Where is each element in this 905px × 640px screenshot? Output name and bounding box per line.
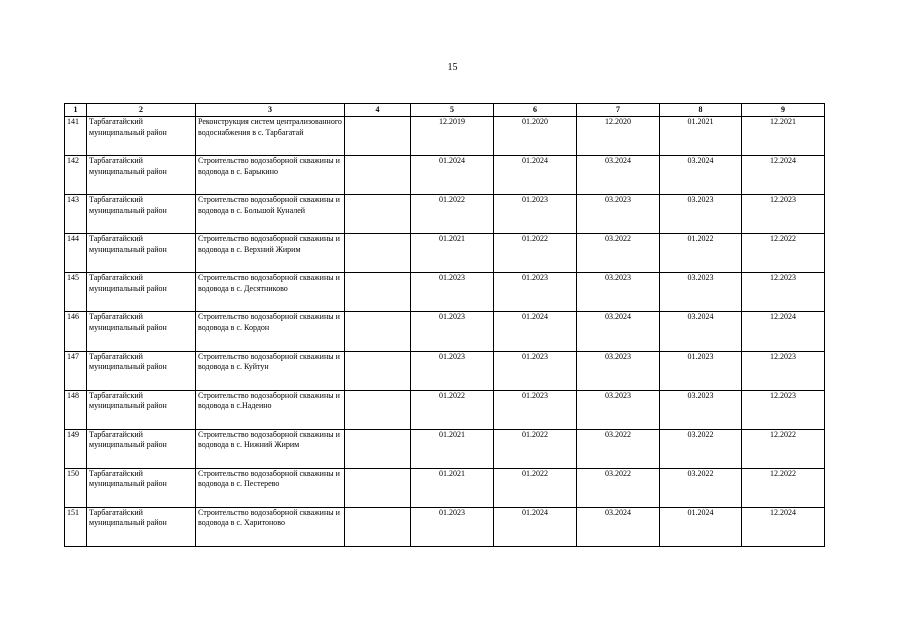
object-cell: Строительство водозаборной скважины и водовода в с. Кордон: [196, 312, 345, 351]
date-cell: 03.2024: [577, 312, 660, 351]
row-number: 150: [65, 468, 87, 507]
column-4-cell: [345, 507, 411, 546]
table-row: [65, 312, 825, 351]
date-cell: 01.2022: [411, 390, 494, 429]
object-cell: Строительство водозаборной скважины и водовода в с. Куйтун: [196, 351, 345, 390]
date-cell: 12.2022: [742, 429, 825, 468]
date-cell: 12.2023: [742, 195, 825, 234]
column-4-cell: [345, 468, 411, 507]
date-cell: 01.2021: [411, 234, 494, 273]
object-cell: Строительство водозаборной скважины и водовода в с. Барыкино: [196, 156, 345, 195]
table-row: [65, 468, 825, 507]
date-cell: 01.2022: [494, 429, 577, 468]
table-row: [65, 429, 825, 468]
date-cell: 01.2023: [494, 390, 577, 429]
date-cell: 03.2023: [577, 390, 660, 429]
column-header: 4: [345, 104, 411, 117]
object-cell: Строительство водозаборной скважины и водовода в с. Нижний Жирим: [196, 429, 345, 468]
row-number: 141: [65, 117, 87, 156]
row-number: 142: [65, 156, 87, 195]
date-cell: 03.2023: [660, 195, 742, 234]
table-row: [65, 195, 825, 234]
date-cell: 12.2020: [577, 117, 660, 156]
district-cell: Тарбагатайский муниципальный район: [87, 312, 196, 351]
date-cell: 01.2024: [494, 156, 577, 195]
table-row: [65, 351, 825, 390]
column-4-cell: [345, 390, 411, 429]
district-cell: Тарбагатайский муниципальный район: [87, 117, 196, 156]
date-cell: 03.2023: [577, 351, 660, 390]
column-4-cell: [345, 195, 411, 234]
table-row: [65, 117, 825, 156]
district-cell: Тарбагатайский муниципальный район: [87, 195, 196, 234]
date-cell: 01.2022: [494, 234, 577, 273]
date-cell: 01.2022: [494, 468, 577, 507]
schedule-table: [64, 103, 825, 547]
page-number: 15: [447, 62, 458, 73]
date-cell: 03.2022: [577, 468, 660, 507]
object-cell: Строительство водозаборной скважины и водовода в с. Харитоново: [196, 507, 345, 546]
date-cell: 01.2020: [494, 117, 577, 156]
object-cell: Строительство водозаборной скважины и водовода в с. Десятниково: [196, 273, 345, 312]
date-cell: 12.2023: [742, 273, 825, 312]
date-cell: 03.2023: [577, 195, 660, 234]
date-cell: 01.2023: [494, 195, 577, 234]
object-cell: Строительство водозаборной скважины и водовода в с. Большой Куналей: [196, 195, 345, 234]
date-cell: 12.2022: [742, 468, 825, 507]
date-cell: 01.2024: [494, 312, 577, 351]
date-cell: 01.2023: [494, 273, 577, 312]
district-cell: Тарбагатайский муниципальный район: [87, 234, 196, 273]
date-cell: 03.2023: [577, 273, 660, 312]
date-cell: 03.2023: [660, 390, 742, 429]
date-cell: 03.2022: [660, 429, 742, 468]
date-cell: 12.2024: [742, 507, 825, 546]
column-header: 5: [411, 104, 494, 117]
district-cell: Тарбагатайский муниципальный район: [87, 507, 196, 546]
row-number: 145: [65, 273, 87, 312]
table-row: [65, 234, 825, 273]
table-row: [65, 156, 825, 195]
date-cell: 03.2024: [577, 507, 660, 546]
column-4-cell: [345, 312, 411, 351]
column-header: 1: [65, 104, 87, 117]
date-cell: 03.2022: [660, 468, 742, 507]
row-number: 151: [65, 507, 87, 546]
column-4-cell: [345, 351, 411, 390]
date-cell: 01.2023: [411, 351, 494, 390]
column-header: 7: [577, 104, 660, 117]
date-cell: 01.2024: [494, 507, 577, 546]
date-cell: 01.2024: [660, 507, 742, 546]
column-header: 9: [742, 104, 825, 117]
date-cell: 01.2023: [411, 312, 494, 351]
district-cell: Тарбагатайский муниципальный район: [87, 351, 196, 390]
date-cell: 01.2023: [411, 507, 494, 546]
table-row: [65, 273, 825, 312]
district-cell: Тарбагатайский муниципальный район: [87, 429, 196, 468]
date-cell: 03.2023: [660, 273, 742, 312]
date-cell: 01.2023: [411, 273, 494, 312]
date-cell: 12.2024: [742, 312, 825, 351]
object-cell: Строительство водозаборной скважины и водовода в с. Пестерево: [196, 468, 345, 507]
date-cell: 12.2021: [742, 117, 825, 156]
date-cell: 03.2022: [577, 429, 660, 468]
date-cell: 01.2022: [660, 234, 742, 273]
row-number: 148: [65, 390, 87, 429]
date-cell: 12.2019: [411, 117, 494, 156]
object-cell: Строительство водозаборной скважины и водовода в с.Надеино: [196, 390, 345, 429]
column-header: 3: [196, 104, 345, 117]
district-cell: Тарбагатайский муниципальный район: [87, 468, 196, 507]
column-4-cell: [345, 156, 411, 195]
object-cell: Реконструкция систем централизованного водоснабжения в с. Тарбагатай: [196, 117, 345, 156]
date-cell: 01.2021: [411, 468, 494, 507]
date-cell: 03.2022: [577, 234, 660, 273]
district-cell: Тарбагатайский муниципальный район: [87, 273, 196, 312]
row-number: 146: [65, 312, 87, 351]
row-number: 144: [65, 234, 87, 273]
date-cell: 03.2024: [660, 312, 742, 351]
date-cell: 12.2023: [742, 351, 825, 390]
district-cell: Тарбагатайский муниципальный район: [87, 390, 196, 429]
column-4-cell: [345, 429, 411, 468]
table-row: [65, 390, 825, 429]
date-cell: 01.2022: [411, 195, 494, 234]
column-header: 2: [87, 104, 196, 117]
column-header: 6: [494, 104, 577, 117]
column-4-cell: [345, 273, 411, 312]
date-cell: 01.2024: [411, 156, 494, 195]
row-number: 143: [65, 195, 87, 234]
date-cell: 12.2022: [742, 234, 825, 273]
row-number: 147: [65, 351, 87, 390]
date-cell: 03.2024: [660, 156, 742, 195]
district-cell: Тарбагатайский муниципальный район: [87, 156, 196, 195]
date-cell: 12.2023: [742, 390, 825, 429]
date-cell: 01.2021: [660, 117, 742, 156]
date-cell: 01.2021: [411, 429, 494, 468]
date-cell: 01.2023: [494, 351, 577, 390]
column-4-cell: [345, 117, 411, 156]
table-row: [65, 507, 825, 546]
date-cell: 01.2023: [660, 351, 742, 390]
date-cell: 12.2024: [742, 156, 825, 195]
header-row: [65, 104, 825, 117]
object-cell: Строительство водозаборной скважины и водовода в с. Верхний Жирим: [196, 234, 345, 273]
date-cell: 03.2024: [577, 156, 660, 195]
row-number: 149: [65, 429, 87, 468]
column-4-cell: [345, 234, 411, 273]
column-header: 8: [660, 104, 742, 117]
